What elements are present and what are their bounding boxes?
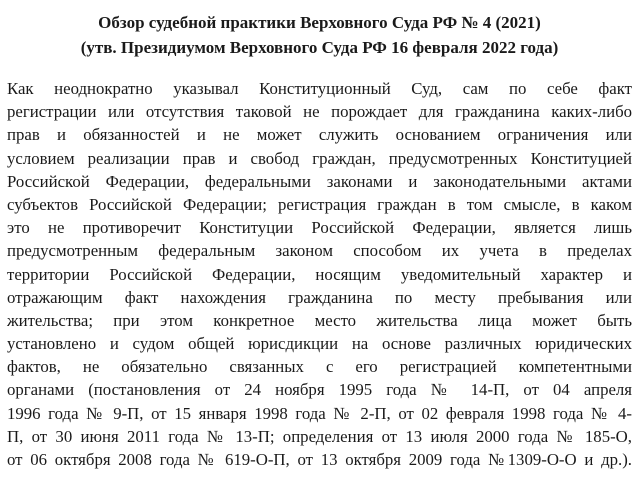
document-paragraph xyxy=(7,77,632,471)
paragraph-line-4: условием реализации прав и свобод граждан, предусмотренных Конституцией xyxy=(7,148,632,168)
paragraph-line-14: органами (постановления от 24 ноября 1995 года № 14-П, от 04 апреля xyxy=(7,380,632,400)
paragraph-line-6: субъектов Российской Федерации; регистрация граждан в том смысле, в каком xyxy=(7,194,632,214)
paragraph-line-13: фактов, не обязательно связанных с его регистрацией компетентными xyxy=(7,357,632,377)
paragraph-line-7: это не противоречит Конституции Российской Федерации, является лишь xyxy=(7,218,632,238)
paragraph-line-12: установлено и судом общей юрисдикции на основе различных юридических xyxy=(7,334,632,354)
paragraph-line-5: Российской Федерации, федеральными законами и законодательными актами xyxy=(7,171,632,191)
paragraph-line-3: прав и обязанностей и не может служить основанием ограничения или xyxy=(7,125,632,145)
paragraph-line-10: отражающим факт нахождения гражданина по месту пребывания или xyxy=(7,287,632,307)
paragraph-line-11: жительства; при этом конкретное место жительства лица может быть xyxy=(7,310,632,330)
paragraph-line-17: от 06 октября 2008 года № 619-О-П, от 13 октября 2009 года №1309-О-О и др.). xyxy=(7,450,632,469)
paragraph-line-15: 1996 года № 9-П, от 15 января 1998 года № 2-П, от 02 февраля 1998 года № 4- xyxy=(7,403,632,423)
document-title-line-2: (утв. Президиумом Верховного Суда РФ 16 февраля 2022 года) xyxy=(80,38,559,57)
document-title-line-1: Обзор судебной практики Верховного Суда РФ № 4 (2021) xyxy=(98,13,541,32)
paragraph-line-8: предусмотренным федеральным законом способом их учета в пределах xyxy=(7,241,632,261)
paragraph-line-2: регистрации или отсутствия таковой не порождает для гражданина каких-либо xyxy=(7,102,632,122)
paragraph-line-1: Как неоднократно указывал Конституционный Суд, сам по себе факт xyxy=(7,79,632,98)
paragraph-line-16: П, от 30 июня 2011 года № 13-П; определения от 13 июля 2000 года № 185-О, xyxy=(7,426,632,446)
paragraph-line-9: территории Российской Федерации, носящим уведомительный характер и xyxy=(7,264,632,284)
